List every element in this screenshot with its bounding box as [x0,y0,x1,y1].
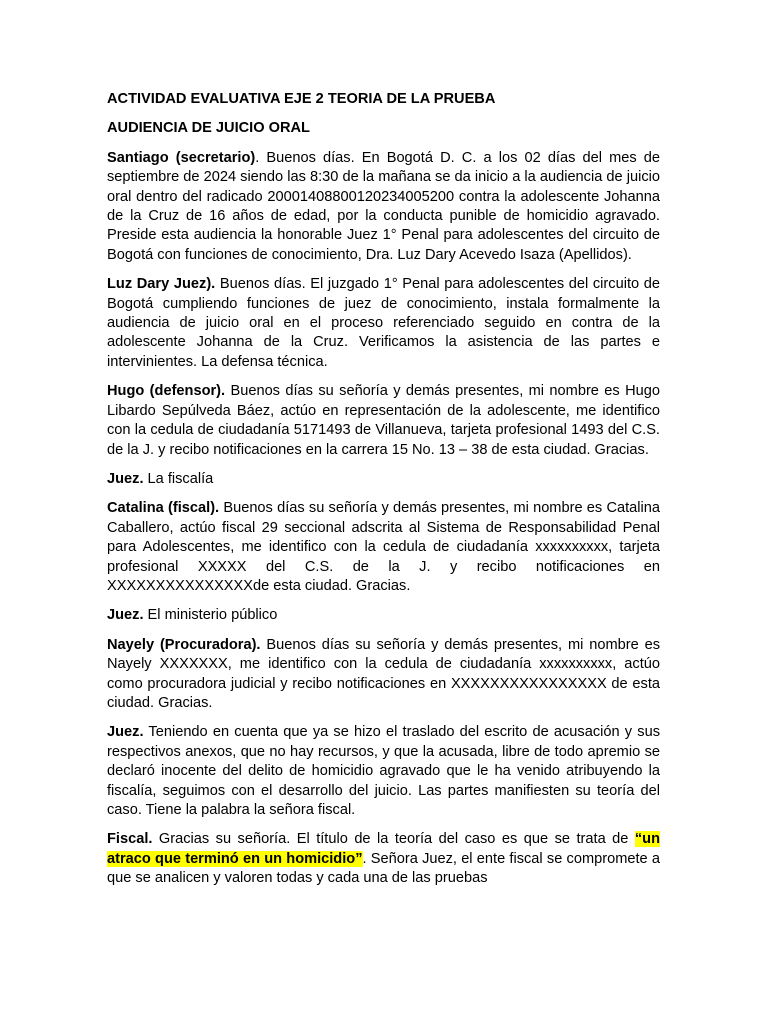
speaker-label: Fiscal. [107,831,153,848]
paragraph-text: El ministerio público [143,607,278,624]
paragraph-juez-fiscalia [107,470,660,489]
paragraph-text: Buenos días su señoría y demás presentes, mi nombre es Catalina Caballero, actúo fiscal 29 seccional adscrita al Sistema de Responsabilidad Penal para Adolescentes, me identifico con la cedula de ciudadanía xxxxxxxxxx, tarjeta profesional XXXXX del C.S. de la J. y recibo notificaciones en XXXXXXXXXXXXXXXde esta ciudad. Gracias. [107,500,660,594]
speaker-label: Juez. [107,607,144,624]
document-title: ACTIVIDAD EVALUATIVA EJE 2 TEORIA DE LA PRUEBA [107,91,496,107]
highlighted-quote: “un atraco que terminó en un homicidio” [107,831,660,867]
paragraph-text: La fiscalía [143,470,214,487]
paragraph-text: Teniendo en cuenta que ya se hizo el traslado del escrito de acusación y sus respectivos anexos, que no hay recursos, y que la acusada, libre de todo apremio se declaró inocente del delito de homicidio agravado que le ha venido atribuyendo la fiscalía, seguimos con el desarrollo del juicio. Las partes manifiesten su teoría del caso. Tiene la palabra la señora fiscal. [107,724,660,818]
speaker-label: Nayely (Procuradora). [107,636,261,653]
paragraph-text: Buenos días su señoría y demás presentes, mi nombre es Hugo Libardo Sepúlveda Báez, actúo en representación de la adolescente, me identifico con la cedula de ciudadanía 5171493 de Villanueva, tarjeta profesional 1493 del C.S. de la J. y recibo notificaciones en la carrera 15 No. 13 – 38 de esta ciudad. Gracias. [107,383,661,458]
paragraph-text: . Señora Juez, el ente fiscal se compromete a que se analicen y valoren todas y cada una de las pruebas [107,850,660,887]
paragraph-text: . Buenos días. En Bogotá D. C. a los 02 días del mes de septiembre de 2024 siendo las 8:30 de la mañana se da inicio a la audiencia de juicio oral dentro del radicado 20001408800120234005200 contra la adolescente Johanna de la Cruz de 16 años de edad, por la conducta punible de homicidio agravado. Preside esta audiencia la honorable Juez 1° Penal para adolescentes del circuito de Bogotá con funciones de conocimiento, Dra. Luz Dary Acevedo Isaza (Apellidos). [107,149,661,263]
paragraph-secretario [107,149,660,265]
paragraph-juez-ministerio [107,606,660,625]
document-page [107,90,660,899]
document-subtitle: AUDIENCIA DE JUICIO ORAL [107,120,310,137]
speaker-label: Luz Dary Juez). [107,276,216,293]
speaker-label: Santiago (secretario) [107,149,256,166]
paragraph-procuradora [107,636,660,714]
paragraph-juez-apertura [107,275,660,372]
speaker-label: Catalina (fiscal). [107,500,220,517]
paragraph-text: Buenos días. El juzgado 1° Penal para adolescentes del circuito de Bogotá cumpliendo funciones de juez de conocimiento, instala formalmente la audiencia de juicio oral en el proceso referenciado seguido en contra de la adolescente Johanna de la Cruz. Verificamos la asistencia de las partes e intervinientes. La defensa técnica. [107,276,660,370]
speaker-label: Juez. [107,724,144,741]
paragraph-text: Buenos días su señoría y demás presentes, mi nombre es Nayely XXXXXXX, me identifico con la cedula de ciudadanía xxxxxxxxxx, actúo como procuradora judicial y recibo notificaciones en XXXXXXXXXXXXXXXX de esta ciudad. Gracias. [107,636,660,711]
speaker-label: Juez. [107,470,144,487]
paragraph-juez-teoria [107,723,660,820]
paragraph-defensor [107,382,660,460]
speaker-label: Hugo (defensor). [107,383,226,400]
paragraph-text: Gracias su señoría. El título de la teoría del caso es que se trata de [152,831,635,848]
paragraph-fiscal-teoria [107,830,660,888]
paragraph-fiscal-presentacion [107,499,660,596]
